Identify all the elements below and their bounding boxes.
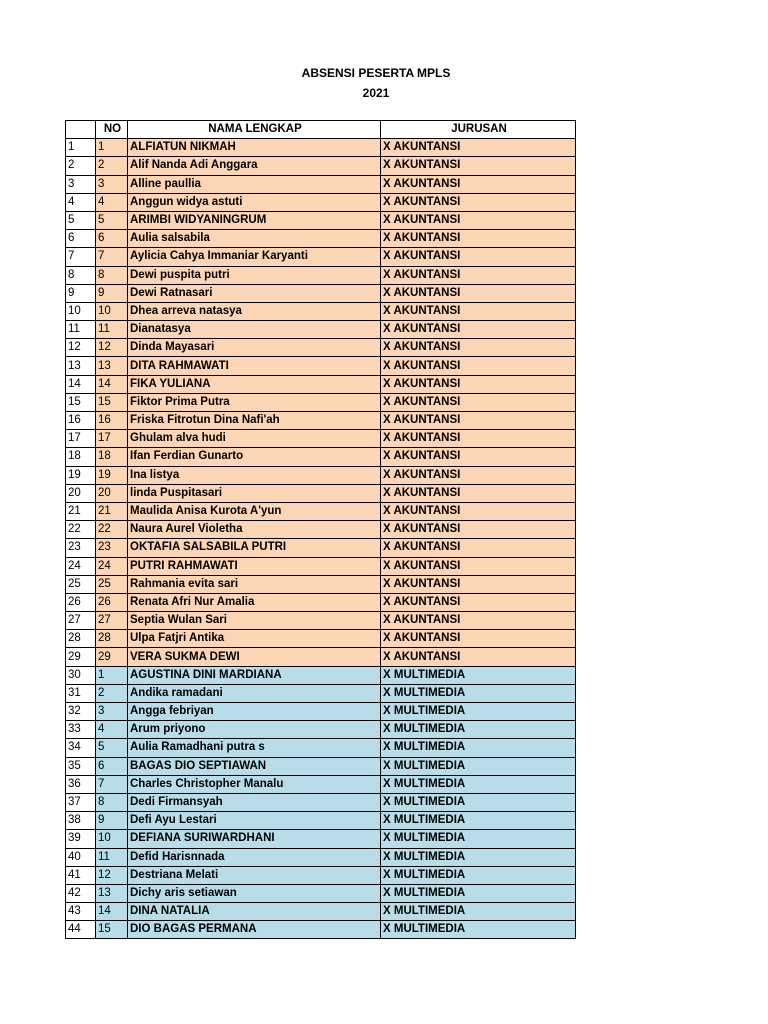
cell-name: Angga febriyan xyxy=(128,703,381,721)
cell-name: Anggun widya astuti xyxy=(128,193,381,211)
table-row xyxy=(66,648,576,666)
cell-index: 29 xyxy=(66,648,96,666)
table-header-row xyxy=(66,121,576,139)
cell-no: 24 xyxy=(96,557,128,575)
cell-jurusan: X MULTIMEDIA xyxy=(381,830,576,848)
cell-name: Renata Afri Nur Amalia xyxy=(128,593,381,611)
cell-index: 36 xyxy=(66,775,96,793)
table-row xyxy=(66,630,576,648)
cell-index: 34 xyxy=(66,739,96,757)
cell-no: 3 xyxy=(96,175,128,193)
cell-no: 5 xyxy=(96,739,128,757)
cell-no: 10 xyxy=(96,302,128,320)
table-row xyxy=(66,284,576,302)
cell-name: Alline paullia xyxy=(128,175,381,193)
cell-index: 14 xyxy=(66,375,96,393)
cell-index: 11 xyxy=(66,321,96,339)
cell-index: 37 xyxy=(66,793,96,811)
cell-name: Maulida Anisa Kurota A'yun xyxy=(128,502,381,520)
table-row xyxy=(66,430,576,448)
cell-name: Destriana Melati xyxy=(128,866,381,884)
table-row xyxy=(66,393,576,411)
cell-jurusan: X AKUNTANSI xyxy=(381,575,576,593)
cell-index: 35 xyxy=(66,757,96,775)
cell-jurusan: X AKUNTANSI xyxy=(381,175,576,193)
cell-name: linda Puspitasari xyxy=(128,484,381,502)
cell-name: VERA SUKMA DEWI xyxy=(128,648,381,666)
page-title: ABSENSI PESERTA MPLS xyxy=(301,66,451,80)
cell-index: 25 xyxy=(66,575,96,593)
cell-no: 10 xyxy=(96,830,128,848)
cell-name: OKTAFIA SALSABILA PUTRI xyxy=(128,539,381,557)
cell-name: Septia Wulan Sari xyxy=(128,612,381,630)
cell-jurusan: X AKUNTANSI xyxy=(381,357,576,375)
cell-name: Ifan Ferdian Gunarto xyxy=(128,448,381,466)
table-body xyxy=(66,139,576,939)
cell-index: 41 xyxy=(66,866,96,884)
cell-jurusan: X AKUNTANSI xyxy=(381,230,576,248)
cell-name: DEFIANA SURIWARDHANI xyxy=(128,830,381,848)
cell-jurusan: X MULTIMEDIA xyxy=(381,812,576,830)
cell-index: 24 xyxy=(66,557,96,575)
table-row xyxy=(66,612,576,630)
table-row xyxy=(66,775,576,793)
cell-no: 22 xyxy=(96,521,128,539)
table-row xyxy=(66,193,576,211)
cell-index: 10 xyxy=(66,302,96,320)
cell-jurusan: X AKUNTANSI xyxy=(381,521,576,539)
cell-name: Dewi Ratnasari xyxy=(128,284,381,302)
table-row xyxy=(66,557,576,575)
cell-name: ARIMBI WIDYANINGRUM xyxy=(128,211,381,229)
cell-name: DINA NATALIA xyxy=(128,903,381,921)
cell-index: 3 xyxy=(66,175,96,193)
cell-index: 40 xyxy=(66,848,96,866)
cell-index: 16 xyxy=(66,412,96,430)
cell-name: Dedi Firmansyah xyxy=(128,793,381,811)
cell-jurusan: X MULTIMEDIA xyxy=(381,866,576,884)
cell-name: Dichy aris setiawan xyxy=(128,884,381,902)
cell-jurusan: X AKUNTANSI xyxy=(381,466,576,484)
cell-no: 9 xyxy=(96,812,128,830)
cell-index: 31 xyxy=(66,684,96,702)
cell-index: 4 xyxy=(66,193,96,211)
header-jurusan: JURUSAN xyxy=(381,121,576,139)
table-row xyxy=(66,703,576,721)
cell-jurusan: X MULTIMEDIA xyxy=(381,884,576,902)
cell-name: Defid Harisnnada xyxy=(128,848,381,866)
header-name: NAMA LENGKAP xyxy=(128,121,381,139)
cell-index: 22 xyxy=(66,521,96,539)
cell-name: Friska Fitrotun Dina Nafi'ah xyxy=(128,412,381,430)
cell-jurusan: X AKUNTANSI xyxy=(381,557,576,575)
table-row xyxy=(66,539,576,557)
cell-no: 8 xyxy=(96,266,128,284)
cell-index: 38 xyxy=(66,812,96,830)
table-row xyxy=(66,903,576,921)
cell-jurusan: X AKUNTANSI xyxy=(381,430,576,448)
cell-no: 7 xyxy=(96,775,128,793)
cell-index: 2 xyxy=(66,157,96,175)
table-row xyxy=(66,884,576,902)
cell-no: 14 xyxy=(96,903,128,921)
table-row xyxy=(66,375,576,393)
cell-jurusan: X MULTIMEDIA xyxy=(381,775,576,793)
cell-no: 11 xyxy=(96,848,128,866)
cell-index: 33 xyxy=(66,721,96,739)
cell-jurusan: X AKUNTANSI xyxy=(381,448,576,466)
cell-jurusan: X MULTIMEDIA xyxy=(381,921,576,939)
cell-jurusan: X MULTIMEDIA xyxy=(381,721,576,739)
cell-no: 6 xyxy=(96,230,128,248)
cell-name: FIKA YULIANA xyxy=(128,375,381,393)
table-row xyxy=(66,448,576,466)
cell-index: 15 xyxy=(66,393,96,411)
header-index xyxy=(66,121,96,139)
cell-index: 26 xyxy=(66,593,96,611)
cell-no: 12 xyxy=(96,339,128,357)
cell-jurusan: X AKUNTANSI xyxy=(381,375,576,393)
table-row xyxy=(66,721,576,739)
cell-name: AGUSTINA DINI MARDIANA xyxy=(128,666,381,684)
table-row xyxy=(66,266,576,284)
table-row xyxy=(66,339,576,357)
cell-name: Alif Nanda Adi Anggara xyxy=(128,157,381,175)
table-row xyxy=(66,921,576,939)
cell-jurusan: X AKUNTANSI xyxy=(381,484,576,502)
cell-index: 18 xyxy=(66,448,96,466)
cell-name: Dhea arreva natasya xyxy=(128,302,381,320)
cell-index: 1 xyxy=(66,139,96,157)
cell-no: 9 xyxy=(96,284,128,302)
table-row xyxy=(66,575,576,593)
cell-jurusan: X MULTIMEDIA xyxy=(381,666,576,684)
cell-jurusan: X AKUNTANSI xyxy=(381,266,576,284)
cell-name: Ghulam alva hudi xyxy=(128,430,381,448)
cell-name: Aylicia Cahya Immaniar Karyanti xyxy=(128,248,381,266)
cell-index: 28 xyxy=(66,630,96,648)
cell-index: 39 xyxy=(66,830,96,848)
cell-name: Dewi puspita putri xyxy=(128,266,381,284)
cell-no: 15 xyxy=(96,393,128,411)
table-row xyxy=(66,521,576,539)
table-row xyxy=(66,302,576,320)
cell-index: 42 xyxy=(66,884,96,902)
cell-no: 1 xyxy=(96,139,128,157)
cell-jurusan: X AKUNTANSI xyxy=(381,539,576,557)
cell-name: ALFIATUN NIKMAH xyxy=(128,139,381,157)
cell-index: 30 xyxy=(66,666,96,684)
table-row xyxy=(66,230,576,248)
cell-no: 3 xyxy=(96,703,128,721)
cell-name: PUTRI RAHMAWATI xyxy=(128,557,381,575)
cell-name: Ina listya xyxy=(128,466,381,484)
cell-no: 5 xyxy=(96,211,128,229)
cell-jurusan: X AKUNTANSI xyxy=(381,412,576,430)
cell-no: 20 xyxy=(96,484,128,502)
cell-index: 13 xyxy=(66,357,96,375)
cell-index: 6 xyxy=(66,230,96,248)
cell-no: 17 xyxy=(96,430,128,448)
cell-index: 19 xyxy=(66,466,96,484)
cell-no: 2 xyxy=(96,157,128,175)
cell-index: 20 xyxy=(66,484,96,502)
cell-jurusan: X AKUNTANSI xyxy=(381,321,576,339)
cell-no: 6 xyxy=(96,757,128,775)
cell-jurusan: X MULTIMEDIA xyxy=(381,757,576,775)
cell-jurusan: X AKUNTANSI xyxy=(381,193,576,211)
cell-jurusan: X MULTIMEDIA xyxy=(381,684,576,702)
cell-index: 12 xyxy=(66,339,96,357)
cell-jurusan: X AKUNTANSI xyxy=(381,211,576,229)
cell-jurusan: X AKUNTANSI xyxy=(381,284,576,302)
cell-name: BAGAS DIO SEPTIAWAN xyxy=(128,757,381,775)
table-row xyxy=(66,757,576,775)
cell-no: 2 xyxy=(96,684,128,702)
cell-index: 7 xyxy=(66,248,96,266)
cell-jurusan: X AKUNTANSI xyxy=(381,502,576,520)
cell-no: 4 xyxy=(96,721,128,739)
cell-jurusan: X AKUNTANSI xyxy=(381,393,576,411)
cell-jurusan: X MULTIMEDIA xyxy=(381,703,576,721)
cell-no: 26 xyxy=(96,593,128,611)
cell-index: 44 xyxy=(66,921,96,939)
cell-name: Defi Ayu Lestari xyxy=(128,812,381,830)
cell-name: Naura Aurel Violetha xyxy=(128,521,381,539)
cell-name: Dinda Mayasari xyxy=(128,339,381,357)
cell-jurusan: X AKUNTANSI xyxy=(381,648,576,666)
cell-jurusan: X AKUNTANSI xyxy=(381,593,576,611)
table-row xyxy=(66,412,576,430)
cell-index: 32 xyxy=(66,703,96,721)
cell-no: 12 xyxy=(96,866,128,884)
cell-jurusan: X MULTIMEDIA xyxy=(381,739,576,757)
table-row xyxy=(66,593,576,611)
cell-no: 29 xyxy=(96,648,128,666)
table-row xyxy=(66,866,576,884)
cell-no: 4 xyxy=(96,193,128,211)
table-row xyxy=(66,484,576,502)
table-row xyxy=(66,157,576,175)
cell-name: Aulia Ramadhani putra s xyxy=(128,739,381,757)
table-row xyxy=(66,848,576,866)
cell-name: Dianatasya xyxy=(128,321,381,339)
cell-no: 7 xyxy=(96,248,128,266)
cell-jurusan: X AKUNTANSI xyxy=(381,630,576,648)
cell-no: 16 xyxy=(96,412,128,430)
cell-no: 23 xyxy=(96,539,128,557)
cell-name: Ulpa Fatjri Antika xyxy=(128,630,381,648)
table-row xyxy=(66,357,576,375)
cell-no: 18 xyxy=(96,448,128,466)
cell-index: 21 xyxy=(66,502,96,520)
cell-no: 11 xyxy=(96,321,128,339)
table-row xyxy=(66,812,576,830)
table-row xyxy=(66,793,576,811)
cell-jurusan: X MULTIMEDIA xyxy=(381,903,576,921)
cell-no: 19 xyxy=(96,466,128,484)
cell-name: DIO BAGAS PERMANA xyxy=(128,921,381,939)
table-row xyxy=(66,175,576,193)
page-year: 2021 xyxy=(362,86,390,100)
table-row xyxy=(66,139,576,157)
cell-no: 13 xyxy=(96,357,128,375)
cell-index: 23 xyxy=(66,539,96,557)
attendance-table xyxy=(65,120,576,939)
cell-name: Aulia salsabila xyxy=(128,230,381,248)
cell-no: 14 xyxy=(96,375,128,393)
cell-no: 25 xyxy=(96,575,128,593)
cell-jurusan: X AKUNTANSI xyxy=(381,339,576,357)
cell-index: 5 xyxy=(66,211,96,229)
cell-jurusan: X MULTIMEDIA xyxy=(381,848,576,866)
cell-no: 27 xyxy=(96,612,128,630)
cell-no: 1 xyxy=(96,666,128,684)
table-row xyxy=(66,739,576,757)
cell-index: 43 xyxy=(66,903,96,921)
table-row xyxy=(66,684,576,702)
cell-jurusan: X MULTIMEDIA xyxy=(381,793,576,811)
table-row xyxy=(66,321,576,339)
cell-name: Rahmania evita sari xyxy=(128,575,381,593)
cell-jurusan: X AKUNTANSI xyxy=(381,248,576,266)
table-row xyxy=(66,248,576,266)
cell-no: 13 xyxy=(96,884,128,902)
table-row xyxy=(66,666,576,684)
cell-jurusan: X AKUNTANSI xyxy=(381,302,576,320)
cell-index: 8 xyxy=(66,266,96,284)
table-row xyxy=(66,830,576,848)
table-row xyxy=(66,211,576,229)
table-row xyxy=(66,502,576,520)
cell-no: 15 xyxy=(96,921,128,939)
table-row xyxy=(66,466,576,484)
cell-no: 21 xyxy=(96,502,128,520)
cell-jurusan: X AKUNTANSI xyxy=(381,612,576,630)
cell-index: 27 xyxy=(66,612,96,630)
cell-index: 17 xyxy=(66,430,96,448)
cell-name: Arum priyono xyxy=(128,721,381,739)
cell-jurusan: X AKUNTANSI xyxy=(381,139,576,157)
cell-no: 28 xyxy=(96,630,128,648)
cell-name: Andika ramadani xyxy=(128,684,381,702)
cell-no: 8 xyxy=(96,793,128,811)
cell-index: 9 xyxy=(66,284,96,302)
cell-jurusan: X AKUNTANSI xyxy=(381,157,576,175)
header-no: NO xyxy=(96,121,128,139)
cell-name: Charles Christopher Manalu xyxy=(128,775,381,793)
cell-name: DITA RAHMAWATI xyxy=(128,357,381,375)
cell-name: Fiktor Prima Putra xyxy=(128,393,381,411)
